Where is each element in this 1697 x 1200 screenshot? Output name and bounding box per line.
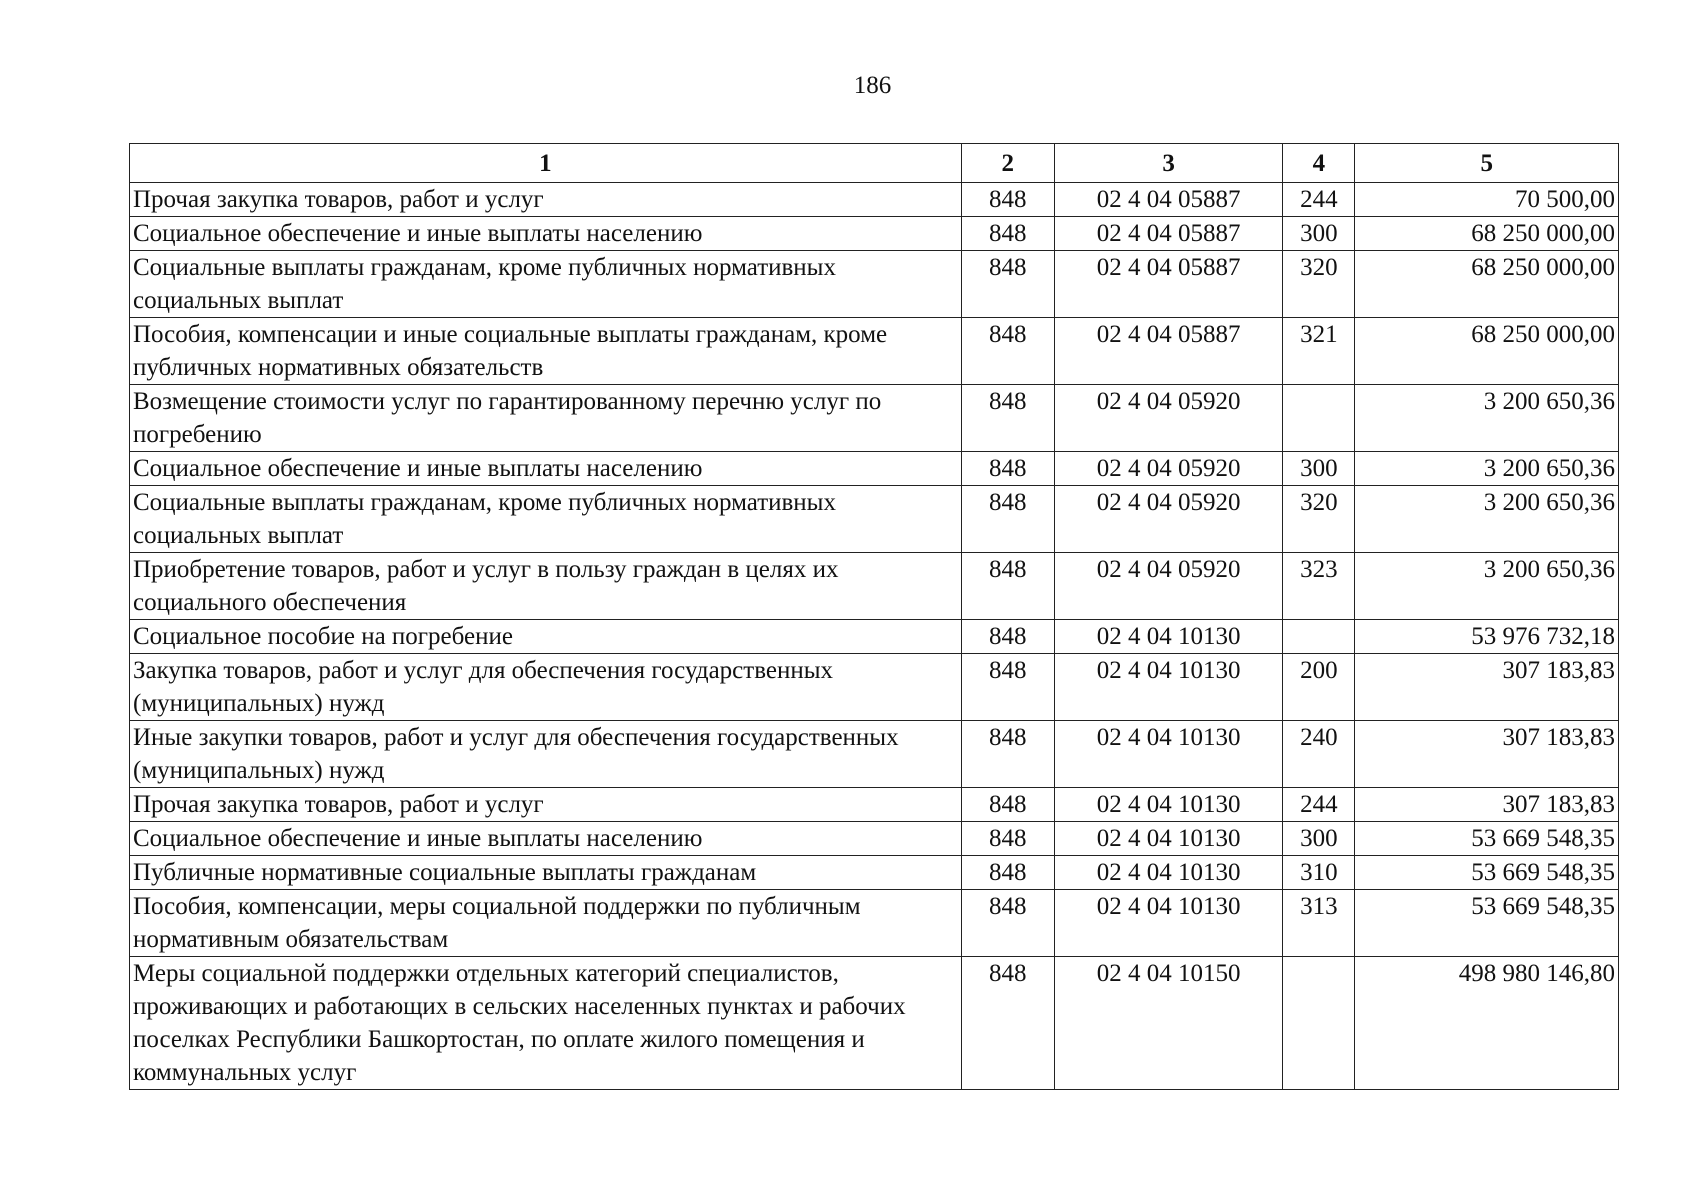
budget-table: [129, 143, 1619, 1090]
table-row: [130, 822, 1619, 856]
table-row: [130, 620, 1619, 654]
page-number: 186: [853, 72, 892, 99]
table-row: [130, 957, 1619, 1090]
table-row: [130, 251, 1619, 318]
column-header-5: 5: [1355, 144, 1619, 183]
table-row: [130, 217, 1619, 251]
row-amount: 70 500,00: [1355, 183, 1619, 217]
row-amount: 53 669 548,35: [1355, 856, 1619, 890]
row-name: Социальное обеспечение и иные выплаты населению: [130, 822, 962, 856]
row-ministry-code: 848: [961, 553, 1054, 620]
column-header-1: 1: [130, 144, 962, 183]
row-amount: 3 200 650,36: [1355, 553, 1619, 620]
row-amount: 307 183,83: [1355, 788, 1619, 822]
row-expense-type: 321: [1283, 318, 1355, 385]
row-amount: 307 183,83: [1355, 721, 1619, 788]
table-row: [130, 553, 1619, 620]
row-article-code: 02 4 04 10130: [1054, 654, 1282, 721]
row-article-code: 02 4 04 10130: [1054, 788, 1282, 822]
column-header-4: 4: [1283, 144, 1355, 183]
row-ministry-code: 848: [961, 788, 1054, 822]
row-article-code: 02 4 04 10130: [1054, 890, 1282, 957]
table-body: [130, 183, 1619, 1090]
row-expense-type: 323: [1283, 553, 1355, 620]
row-article-code: 02 4 04 10130: [1054, 856, 1282, 890]
row-ministry-code: 848: [961, 890, 1054, 957]
row-expense-type: 240: [1283, 721, 1355, 788]
row-amount: 53 669 548,35: [1355, 822, 1619, 856]
row-name: Возмещение стоимости услуг по гарантированному перечню услуг по погребению: [130, 385, 962, 452]
row-ministry-code: 848: [961, 217, 1054, 251]
row-amount: 307 183,83: [1355, 654, 1619, 721]
row-article-code: 02 4 04 05920: [1054, 553, 1282, 620]
row-article-code: 02 4 04 05887: [1054, 217, 1282, 251]
table-row: [130, 486, 1619, 553]
row-expense-type: 244: [1283, 183, 1355, 217]
row-expense-type: [1283, 620, 1355, 654]
row-expense-type: 313: [1283, 890, 1355, 957]
row-expense-type: 200: [1283, 654, 1355, 721]
row-expense-type: [1283, 957, 1355, 1090]
table-row: [130, 318, 1619, 385]
table-row: [130, 183, 1619, 217]
row-name: Прочая закупка товаров, работ и услуг: [130, 183, 962, 217]
row-ministry-code: 848: [961, 385, 1054, 452]
table-row: [130, 721, 1619, 788]
row-expense-type: 300: [1283, 452, 1355, 486]
row-article-code: 02 4 04 05887: [1054, 318, 1282, 385]
row-article-code: 02 4 04 05887: [1054, 183, 1282, 217]
row-ministry-code: 848: [961, 957, 1054, 1090]
row-expense-type: 300: [1283, 822, 1355, 856]
row-article-code: 02 4 04 10130: [1054, 721, 1282, 788]
row-article-code: 02 4 04 05920: [1054, 385, 1282, 452]
row-name: Социальное обеспечение и иные выплаты населению: [130, 217, 962, 251]
table-row: [130, 856, 1619, 890]
table-row: [130, 385, 1619, 452]
row-article-code: 02 4 04 05887: [1054, 251, 1282, 318]
row-name: Социальное пособие на погребение: [130, 620, 962, 654]
row-ministry-code: 848: [961, 183, 1054, 217]
row-amount: 68 250 000,00: [1355, 318, 1619, 385]
row-amount: 68 250 000,00: [1355, 217, 1619, 251]
table-row: [130, 788, 1619, 822]
row-amount: 53 669 548,35: [1355, 890, 1619, 957]
table-row: [130, 452, 1619, 486]
row-expense-type: [1283, 385, 1355, 452]
row-article-code: 02 4 04 10130: [1054, 620, 1282, 654]
row-ministry-code: 848: [961, 654, 1054, 721]
row-ministry-code: 848: [961, 452, 1054, 486]
table-header-row: [130, 144, 1619, 183]
row-ministry-code: 848: [961, 721, 1054, 788]
row-name: Пособия, компенсации и иные социальные выплаты гражданам, кроме публичных нормативных обязательств: [130, 318, 962, 385]
row-name: Приобретение товаров, работ и услуг в пользу граждан в целях их социального обеспечения: [130, 553, 962, 620]
row-amount: 53 976 732,18: [1355, 620, 1619, 654]
row-name: Прочая закупка товаров, работ и услуг: [130, 788, 962, 822]
row-ministry-code: 848: [961, 856, 1054, 890]
row-name: Пособия, компенсации, меры социальной поддержки по публичным нормативным обязательствам: [130, 890, 962, 957]
row-amount: 3 200 650,36: [1355, 452, 1619, 486]
row-article-code: 02 4 04 05920: [1054, 452, 1282, 486]
row-expense-type: 300: [1283, 217, 1355, 251]
row-ministry-code: 848: [961, 620, 1054, 654]
column-header-2: 2: [961, 144, 1054, 183]
row-amount: 68 250 000,00: [1355, 251, 1619, 318]
row-amount: 498 980 146,80: [1355, 957, 1619, 1090]
column-header-3: 3: [1054, 144, 1282, 183]
row-article-code: 02 4 04 05920: [1054, 486, 1282, 553]
row-name: Иные закупки товаров, работ и услуг для обеспечения государственных (муниципальных) нужд: [130, 721, 962, 788]
row-ministry-code: 848: [961, 486, 1054, 553]
row-name: Социальные выплаты гражданам, кроме публичных нормативных социальных выплат: [130, 486, 962, 553]
row-name: Социальные выплаты гражданам, кроме публичных нормативных социальных выплат: [130, 251, 962, 318]
row-ministry-code: 848: [961, 822, 1054, 856]
row-amount: 3 200 650,36: [1355, 486, 1619, 553]
row-article-code: 02 4 04 10150: [1054, 957, 1282, 1090]
row-expense-type: 310: [1283, 856, 1355, 890]
row-name: Публичные нормативные социальные выплаты гражданам: [130, 856, 962, 890]
table-row: [130, 890, 1619, 957]
row-expense-type: 320: [1283, 251, 1355, 318]
row-article-code: 02 4 04 10130: [1054, 822, 1282, 856]
row-ministry-code: 848: [961, 251, 1054, 318]
table-row: [130, 654, 1619, 721]
row-name: Социальное обеспечение и иные выплаты населению: [130, 452, 962, 486]
row-expense-type: 320: [1283, 486, 1355, 553]
row-expense-type: 244: [1283, 788, 1355, 822]
row-ministry-code: 848: [961, 318, 1054, 385]
row-name: Меры социальной поддержки отдельных категорий специалистов, проживающих и работающих в сельских населенных пунктах и рабочих поселках Республики Башкортостан, по оплате жилого помещения и коммунальных услуг: [130, 957, 962, 1090]
row-name: Закупка товаров, работ и услуг для обеспечения государственных (муниципальных) нужд: [130, 654, 962, 721]
row-amount: 3 200 650,36: [1355, 385, 1619, 452]
